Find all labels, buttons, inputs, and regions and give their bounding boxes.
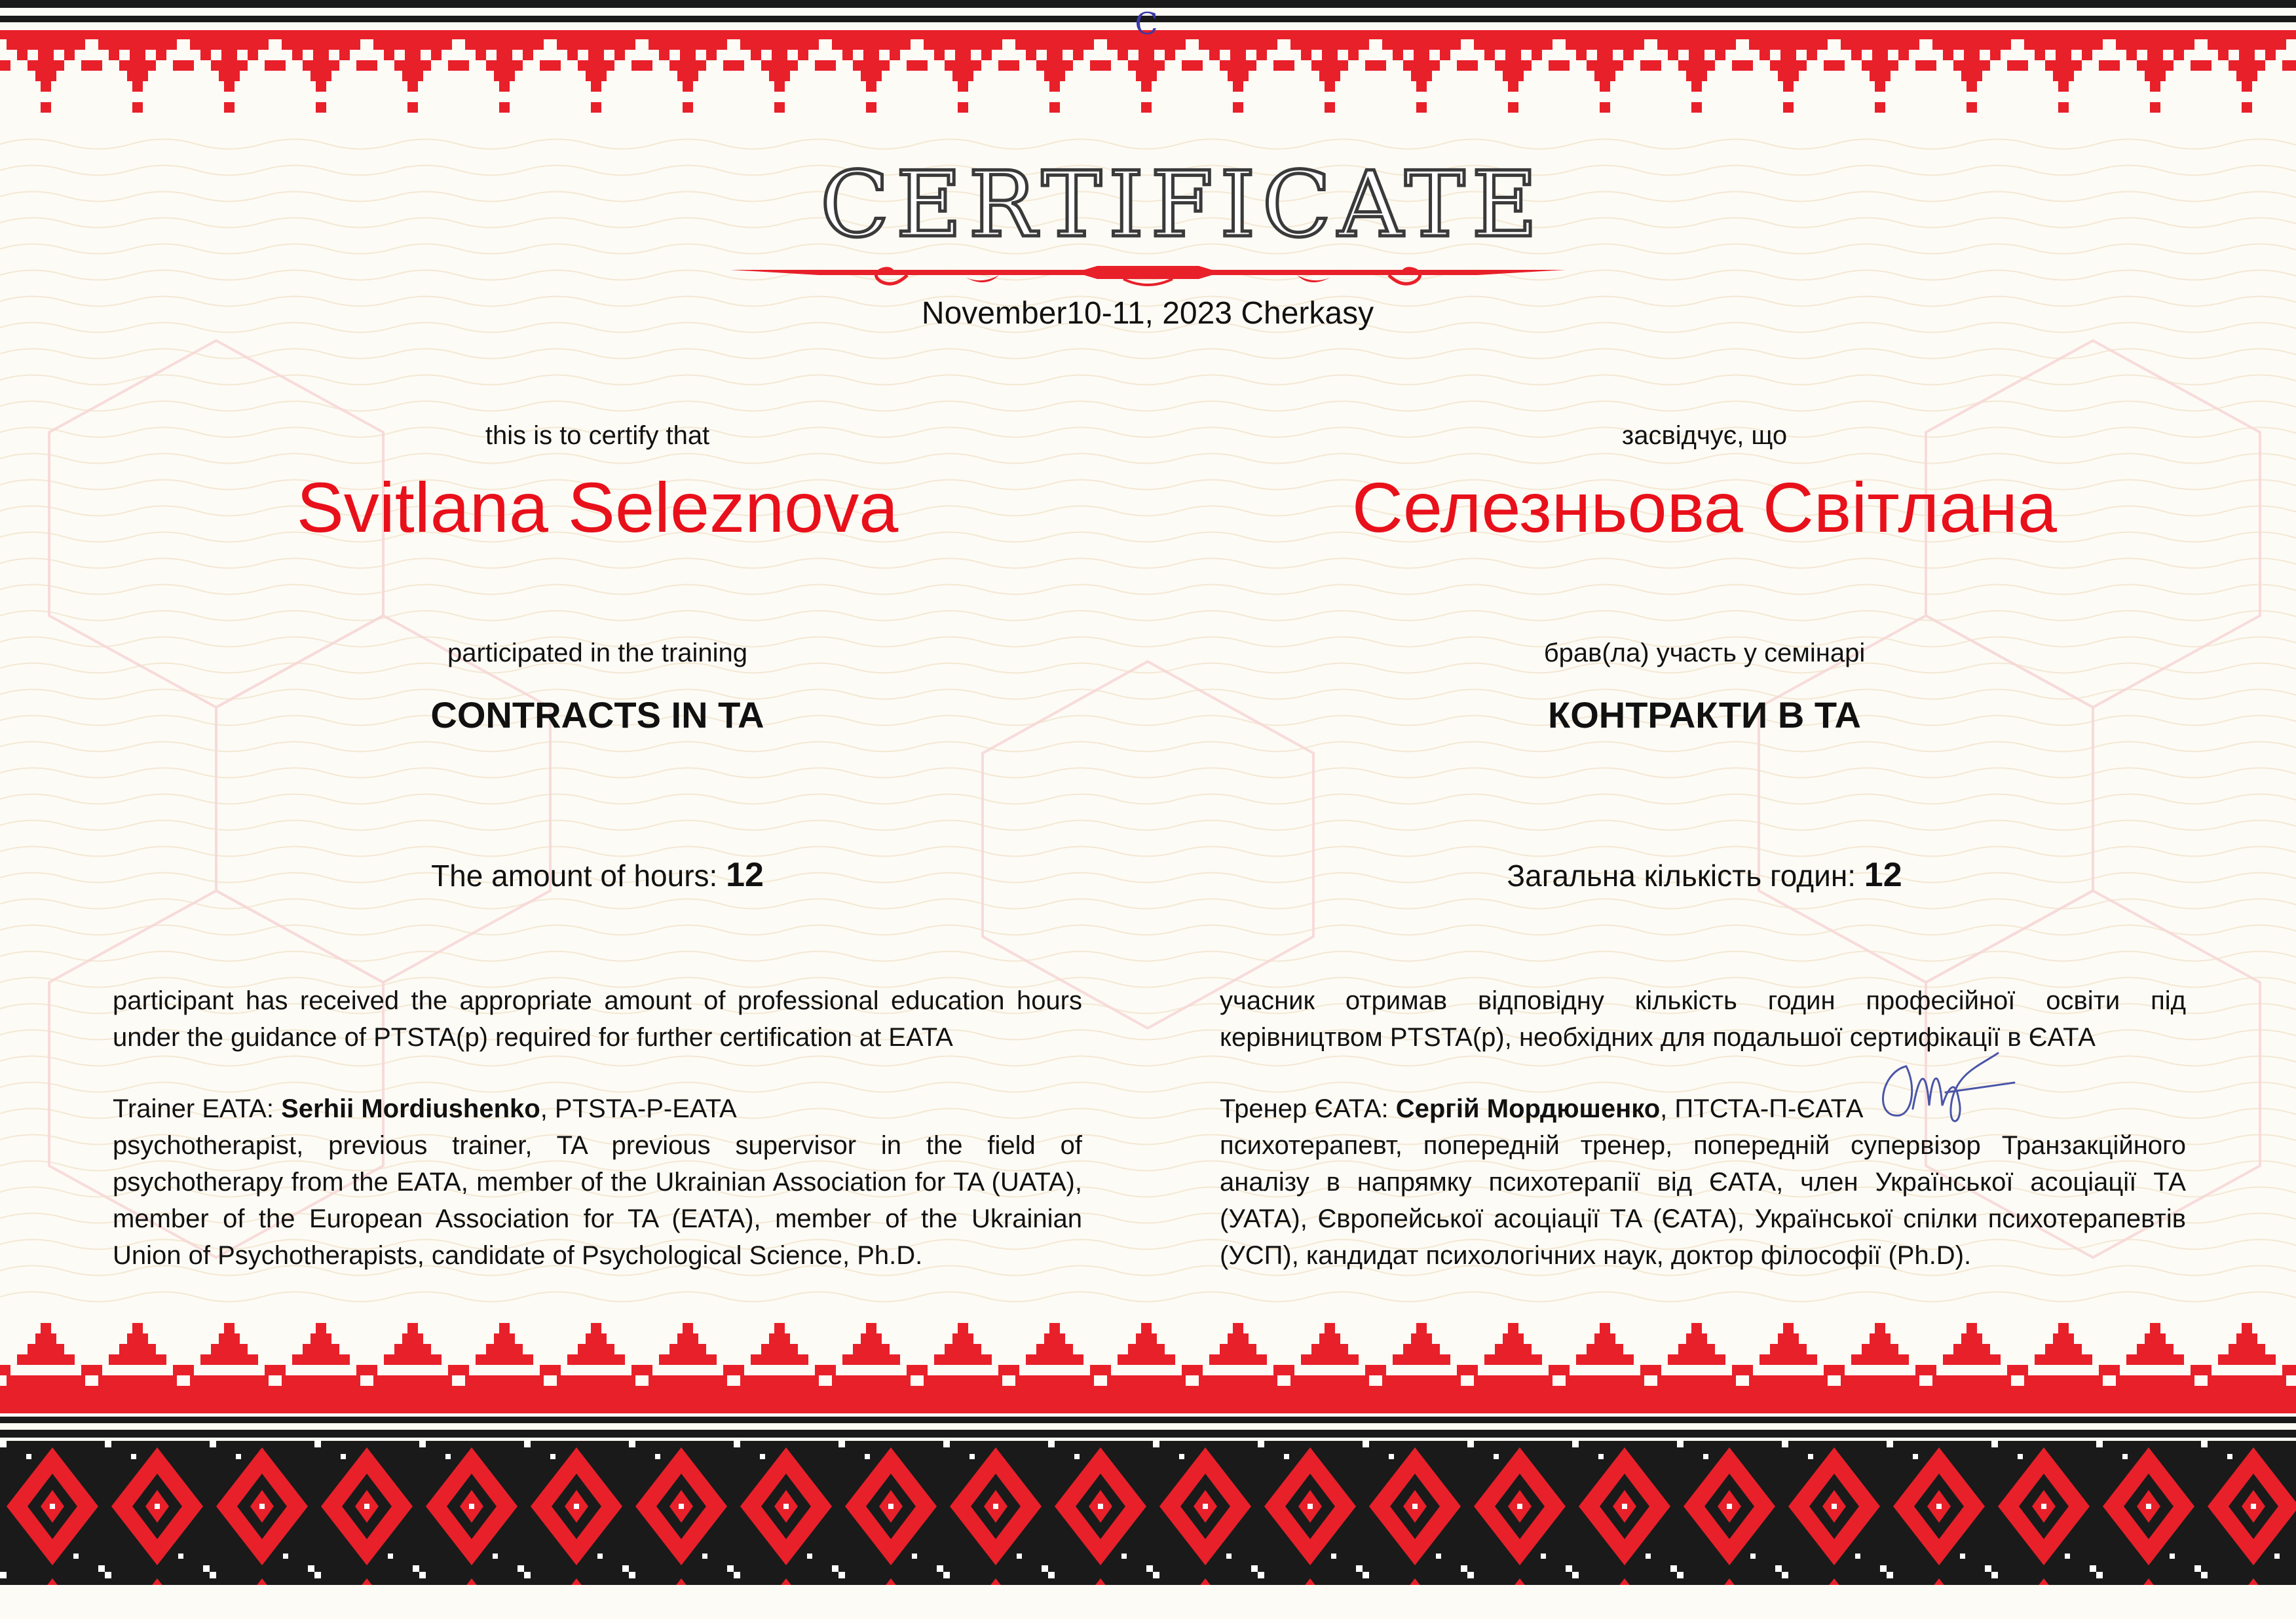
trainer-bio-uk: психотерапевт, попередній тренер, попередній супервізор Транзакційного аналізу в напрямку психотерапії від ЄАТА, член Української асоціації ТА (УАТА), Європейської асоціації ТА (ЄАТА), Української спілки психотерапевтів (УСП), кандидат психологічних наук, доктор філософії (Ph.D). [1220, 1131, 2186, 1270]
trainer-name-uk: Сергій Мордюшенко [1395, 1094, 1661, 1123]
course-title-uk: КОНТРАКТИ В ТА [1548, 694, 1861, 735]
trainer-prefix-uk: Тренер ЄАТА: [1220, 1094, 1396, 1123]
certify-text-en: this is to certify that [485, 421, 710, 450]
signature-icon [1867, 1047, 2018, 1145]
trainer-suffix-en: , PTSTA-P-EATA [540, 1094, 737, 1123]
certify-text-uk: засвідчує, що [1621, 421, 1788, 450]
trainer-name-en: Serhii Mordiushenko [281, 1094, 540, 1123]
hours-line-uk [1292, 855, 2117, 895]
description-uk: учасник отримав відповідну кількість годин професійної освіти під керівництвом PTSTA(p), необхідних для подальшої сертифікації в ЄАТА [1220, 986, 2186, 1052]
trainer-line-uk [1220, 1090, 2186, 1127]
date-place: November10-11, 2023 Cherkasy [921, 296, 1374, 331]
trainer-bio-en: psychotherapist, previous trainer, TA previous supervisor in the field of psychotherapy from the EATA, member of the Ukrainian Association for TA (UATA), member of the European Association for TA (EATA), member of the Ukrainian Union of Psychotherapists, candidate of Psychological Science, Ph.D. [113, 1131, 1082, 1270]
trainer-line-en [113, 1090, 1082, 1127]
certificate-title: CERTIFICATE [820, 152, 1545, 257]
recipient-name-en: Svitlana Seleznova [296, 468, 899, 547]
recipient-name-uk: Селезньова Світлана [1351, 468, 2058, 547]
course-title-en: CONTRACTS IN TA [430, 694, 764, 735]
description-en: participant has received the appropriate amount of professional education hours under the guidance of PTSTA(p) required for further certification at EATA [113, 986, 1082, 1052]
hours-label-en: The amount of hours: [431, 859, 726, 893]
hours-line-en [204, 855, 990, 895]
trainer-prefix-en: Trainer EATA: [113, 1094, 282, 1123]
participated-text-uk: брав(ла) участь у семінарі [1543, 639, 1866, 667]
hours-label-uk: Загальна кількість годин: [1507, 859, 1864, 893]
participated-text-en: participated in the training [447, 639, 748, 667]
bottom-embroidery-border [0, 1310, 2296, 1619]
top-mark: C [1135, 6, 1158, 41]
trainer-suffix-uk: , ПТСТА-П-ЄАТА [1660, 1094, 1864, 1123]
hours-value-uk: 12 [1864, 856, 1902, 894]
flourish-ornament-icon [730, 255, 1566, 295]
hours-value-en: 12 [726, 856, 764, 894]
